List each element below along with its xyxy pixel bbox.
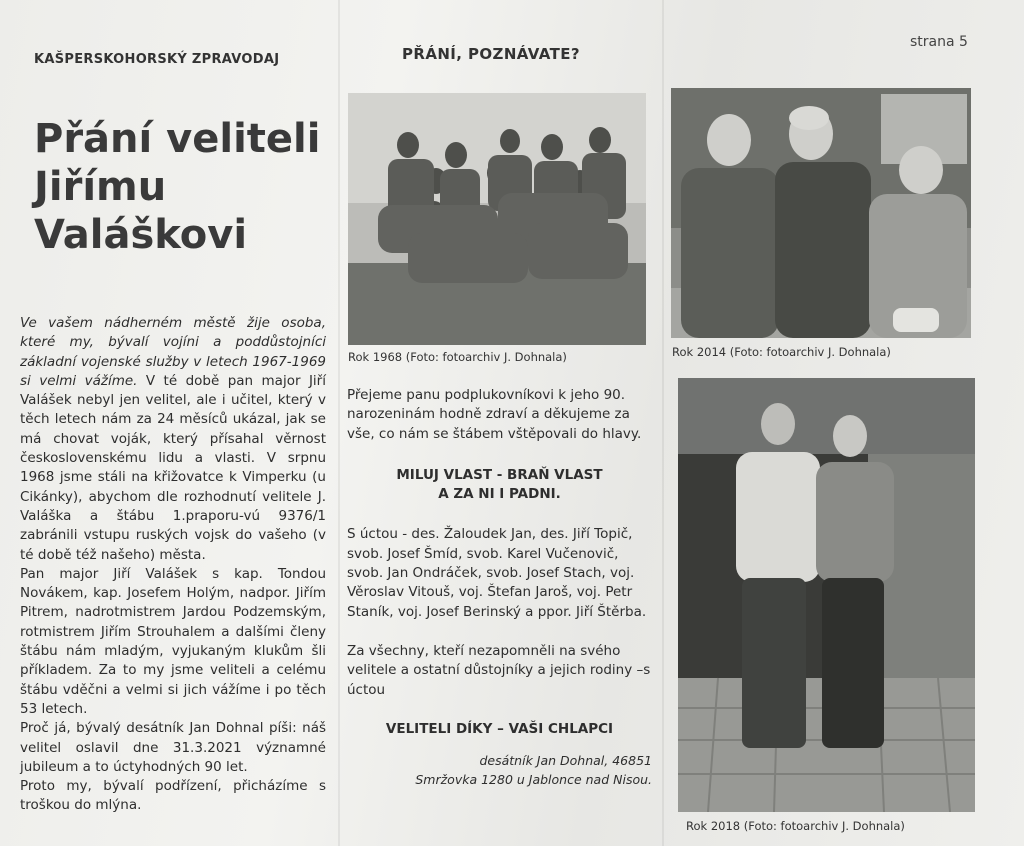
photo-1968-caption: Rok 1968 (Foto: fotoarchiv J. Dohnala) [348,350,567,364]
article-body-middle-column [347,386,652,789]
closing-line: VELITELI DÍKY – VAŠI CHLAPCI [385,720,614,737]
title-line: Jiřímu [34,164,167,210]
page-fold-line [662,0,664,846]
article-paragraph: Pan major Jiří Valášek s kap. Tondou Novákem, kap. Josefem Holým, nadpor. Jiřím Pitrem, nadrotmistrem Jardou Podzemským, rotmistrem Jiřím Strouhalem a dalšími členy štábu nám mladým, vyjukaným klukům šli příkladem. Za to my jsme veliteli a celému štábu vděčni a velmi si jich vážíme i po těch 53 letech. [20,565,326,717]
author-line: desátník Jan Dohnal, 46851 [479,753,652,769]
article-paragraph: V té době pan major Jiří Valášek nebyl jen velitel, ale i učitel, který v těch letech nám za 24 měsíců ukázal, jak se má chovat voják, který přísahal věrnost československému lidu a vlasti. V srpnu 1968 jsme stáli na křižovatce k Vimperku (u Cikánky), abychom dle rozhodnutí velitele J. Valáška a štábu 1.praporu-vú 9376/1 zabránili vstupu ruských vojsk do vašeho (v té době též našeho) města. [20,372,326,563]
photo-2014-three-people [671,88,971,338]
page-fold-line [338,0,340,846]
signature-list: S úctou - des. Žaloudek Jan, des. Jiří Topič, svob. Josef Šmíd, svob. Karel Vučenovič, svob. Jan Ondráček, svob. Josef Stach, voj. Věroslav Vitouš, voj. Štefan Jaroš, voj. Petr Staník, voj. Josef Berinský a ppor. Jiří Štěrba. [347,526,647,620]
article-paragraph: Proto my, bývalí podřízení, přicházíme s troškou do mlýna. [20,778,326,814]
photo-1968-soldiers [348,93,646,345]
title-line: Valáškovi [34,212,248,258]
photo-2018-two-men [678,378,975,812]
page-number: strana 5 [910,34,968,50]
author-line: Smržovka 1280 u Jablonce nad Nisou. [415,772,652,788]
motto-line: A ZA NI I PADNI. [438,486,561,503]
article-body-left-column [20,314,326,816]
photo-2014-caption: Rok 2014 (Foto: fotoarchiv J. Dohnala) [672,345,891,359]
article-intro: Ve vašem nádherném městě žije osoba, které my, bývalí vojíni a poddůstojníci základní vojenské služby v letech 1967-1969 si velmi vážíme. [20,315,326,389]
section-title: PŘÁNÍ, POZNÁVATE? [402,45,580,63]
newspaper-name: KAŠPERSKOHORSKÝ ZPRAVODAJ [34,52,280,67]
title-line: Přání veliteli [34,116,321,162]
article-title [34,115,334,259]
birthday-wish: Přejeme panu podplukovníkovi k jeho 90. narozeninám hodně zdraví a děkujeme za vše, co nám se štábem vštěpovali do hlavy. [347,387,642,442]
thanks-paragraph: Za všechny, kteří nezapomněli na svého velitele a ostatní důstojníky a jejich rodiny –s úctou [347,642,651,698]
article-paragraph: Proč já, bývalý desátník Jan Dohnal píši: náš velitel oslavil dne 31.3.2021 významné jubileum a to úctyhodných 90 let. [20,720,326,775]
motto-line: MILUJ VLAST - BRAŇ VLAST [396,466,603,483]
photo-2018-caption: Rok 2018 (Foto: fotoarchiv J. Dohnala) [686,819,905,833]
